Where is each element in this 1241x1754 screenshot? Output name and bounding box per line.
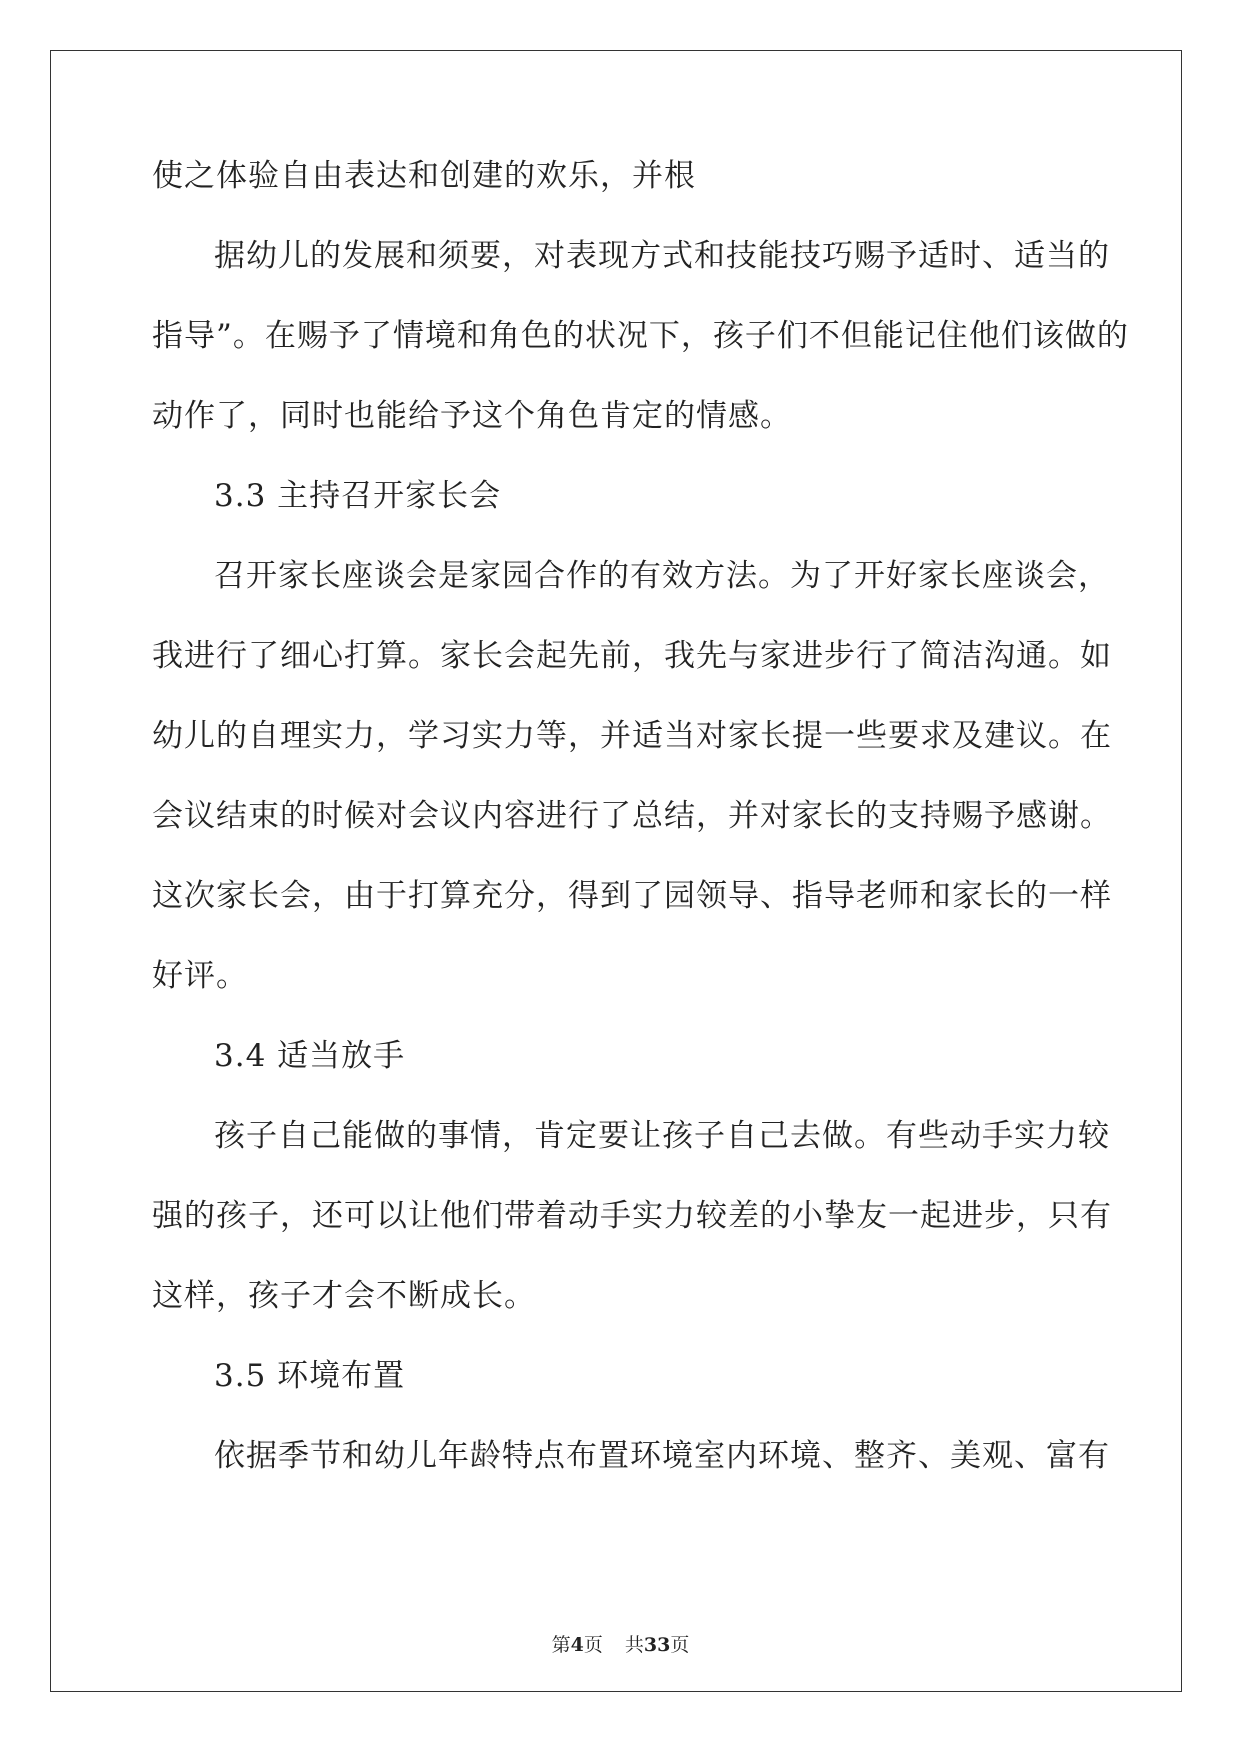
text-line: 这次家长会，由于打算充分，得到了园领导、指导老师和家长的一样: [152, 878, 1112, 914]
text-line: 使之体验自由表达和创建的欢乐，并根: [152, 158, 696, 194]
text-line: 好评。: [152, 958, 248, 994]
section-heading: 3.4 适当放手: [214, 1038, 406, 1074]
text-line: 动作了，同时也能给予这个角色肯定的情感。: [152, 398, 792, 434]
section-heading: 3.5 环境布置: [214, 1358, 406, 1394]
page-suffix: 页: [583, 1634, 603, 1656]
section-heading: 3.3 主持召开家长会: [214, 478, 502, 514]
text-line: 孩子自己能做的事情，肯定要让孩子自己去做。有些动手实力较: [214, 1118, 1110, 1154]
text-line: 我进行了细心打算。家长会起先前，我先与家进步行了简洁沟通。如: [152, 638, 1112, 674]
total-pages: 33: [643, 1634, 671, 1656]
page-number: 4: [570, 1634, 584, 1656]
total-suffix: 页: [670, 1634, 690, 1656]
page-prefix: 第: [551, 1634, 571, 1656]
text-line: 会议结束的时候对会议内容进行了总结，并对家长的支持赐予感谢。: [152, 798, 1112, 834]
text-line: 据幼儿的发展和须要，对表现方式和技能技巧赐予适时、适当的: [214, 238, 1110, 274]
text-line: 召开家长座谈会是家园合作的有效方法。为了开好家长座谈会，: [214, 558, 1110, 594]
text-line: 指导”。在赐予了情境和角色的状况下，孩子们不但能记住他们该做的: [152, 318, 1129, 354]
text-line: 这样，孩子才会不断成长。: [152, 1278, 536, 1314]
text-line: 强的孩子，还可以让他们带着动手实力较差的小挚友一起进步，只有: [152, 1198, 1112, 1234]
page-footer: [0, 1633, 1241, 1657]
text-line: 依据季节和幼儿年龄特点布置环境室内环境、整齐、美观、富有: [214, 1438, 1110, 1474]
text-line: 幼儿的自理实力，学习实力等，并适当对家长提一些要求及建议。在: [152, 718, 1112, 754]
total-prefix: 共: [624, 1634, 644, 1656]
